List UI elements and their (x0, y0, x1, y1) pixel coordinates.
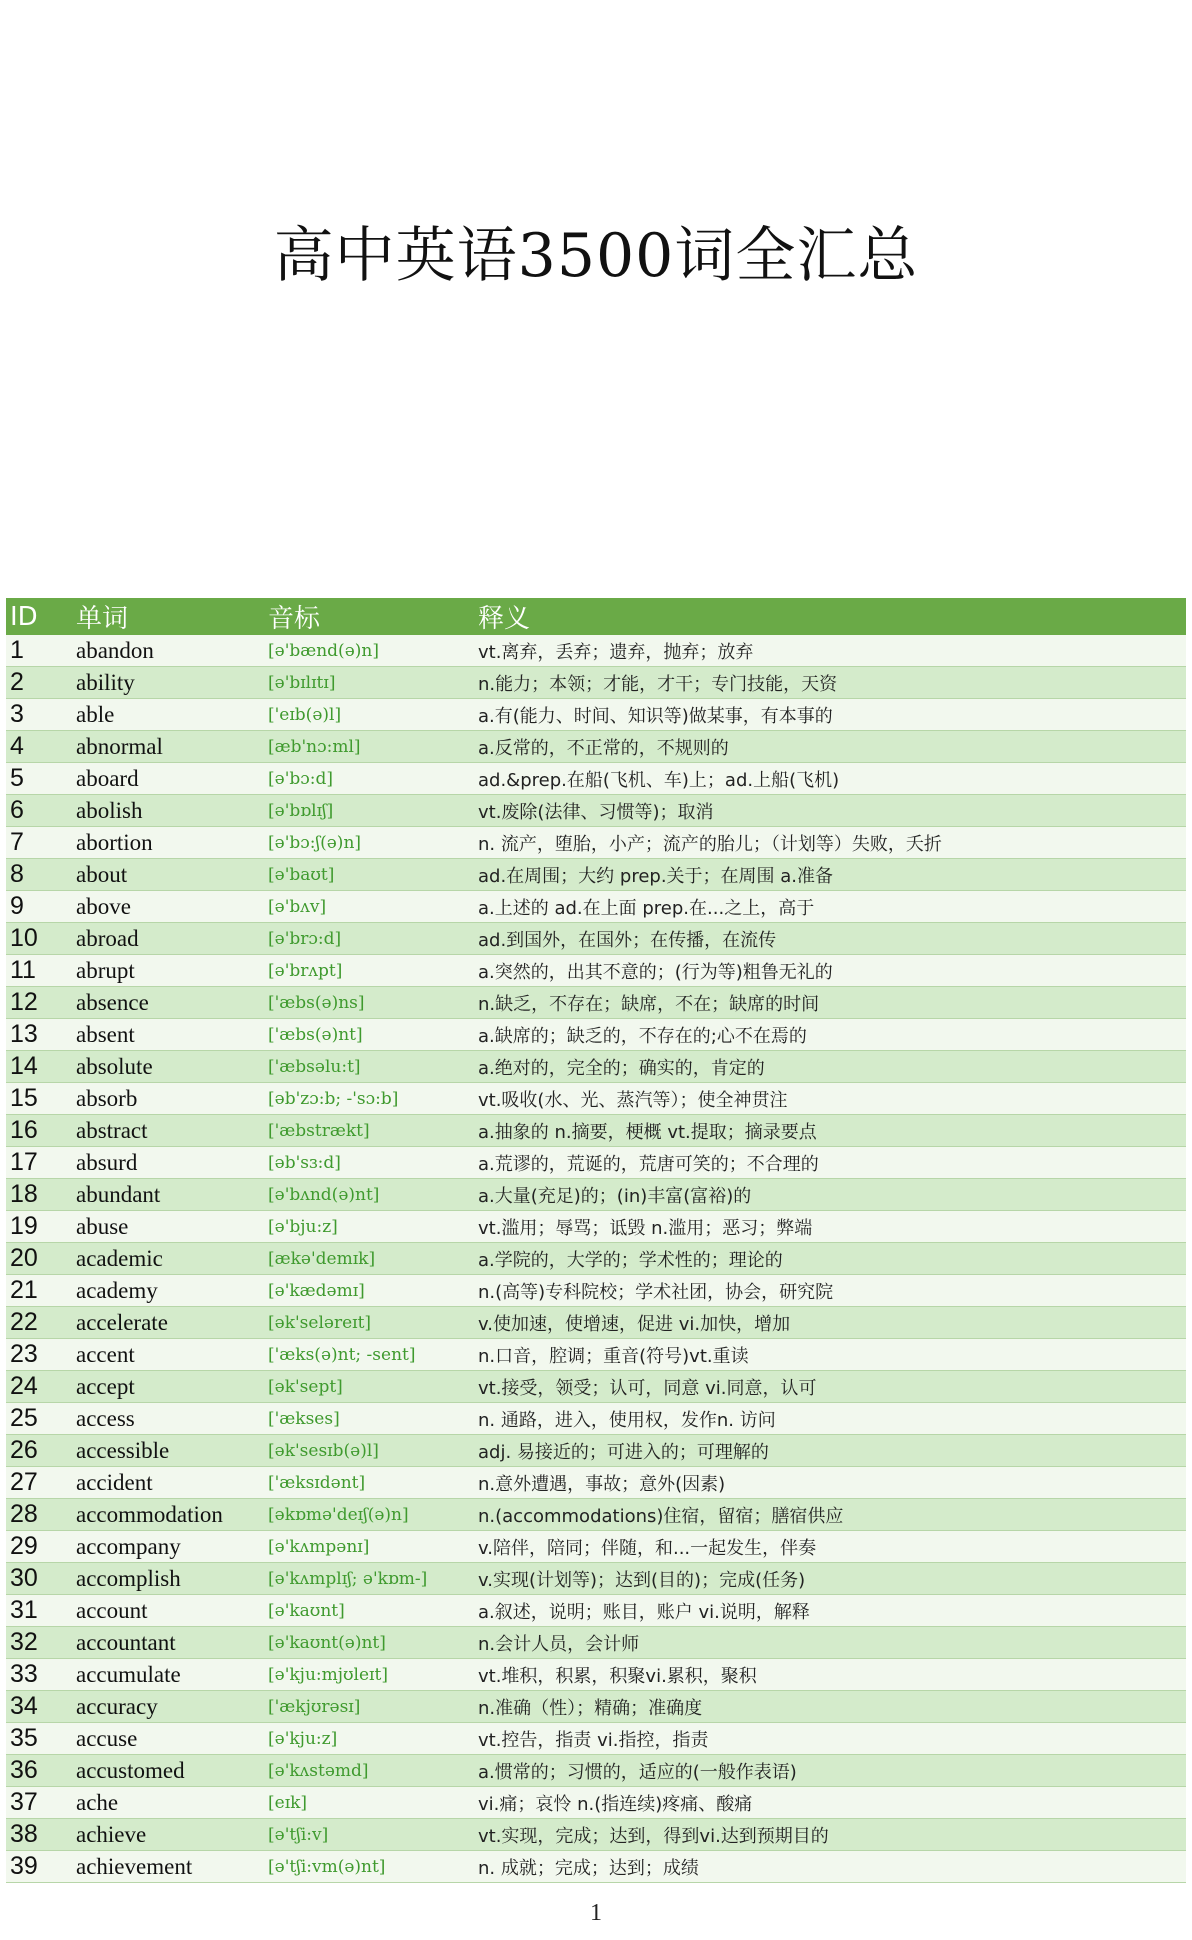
document-title: 高中英语3500词全汇总 (273, 221, 919, 291)
row-definition: a.叙述，说明；账目，账户 vi.说明，解释 (478, 1601, 810, 1623)
row-word: accelerate (76, 1309, 168, 1335)
row-phonetic: [ə'bɔ:d] (268, 768, 334, 789)
row-id: 11 (10, 956, 36, 984)
table-row (6, 1659, 1186, 1691)
row-phonetic: ['ækses] (268, 1408, 340, 1429)
row-word: abuse (76, 1213, 129, 1239)
row-definition: a.上述的 ad.在上面 prep.在...之上，高于 (478, 897, 815, 919)
row-phonetic: ['æbs(ə)nt] (268, 1024, 363, 1045)
row-definition: a.绝对的，完全的；确实的，肯定的 (478, 1057, 765, 1079)
row-word: about (76, 861, 128, 887)
row-word: abolish (76, 797, 143, 823)
table-row (6, 1147, 1186, 1179)
row-phonetic: [ə'baʊt] (268, 864, 335, 885)
row-definition: n.(高等)专科院校；学术社团，协会，研究院 (478, 1281, 834, 1303)
row-word: abundant (76, 1181, 161, 1207)
row-definition: vt.废除(法律、习惯等)；取消 (478, 801, 714, 823)
table-row (6, 1595, 1186, 1627)
row-definition: v.实现(计划等)；达到(目的)；完成(任务) (478, 1569, 806, 1591)
row-phonetic: [ə'kaʊnt] (268, 1600, 345, 1621)
table-row (6, 1851, 1186, 1883)
row-phonetic: ['ækjʊrəsɪ] (268, 1696, 361, 1717)
table-row (6, 859, 1186, 891)
row-word: academy (76, 1277, 158, 1303)
row-id: 5 (10, 764, 24, 792)
row-id: 32 (10, 1628, 38, 1656)
row-id: 37 (10, 1788, 38, 1816)
row-phonetic: [ə'brʌpt] (268, 960, 343, 981)
table-row (6, 1275, 1186, 1307)
row-id: 9 (10, 892, 24, 920)
row-id: 10 (10, 924, 38, 952)
row-id: 28 (10, 1500, 38, 1528)
row-phonetic: [ək'sesɪb(ə)l] (268, 1440, 379, 1461)
row-id: 19 (10, 1212, 38, 1240)
table-row (6, 1723, 1186, 1755)
row-definition: a.学院的，大学的；学术性的；理论的 (478, 1249, 783, 1271)
row-definition: vt.堆积，积累，积聚vi.累积，聚积 (478, 1665, 757, 1687)
row-id: 18 (10, 1180, 38, 1208)
row-definition: vi.痛；哀怜 n.(指连续)疼痛、酸痛 (478, 1793, 753, 1815)
table-row (6, 1051, 1186, 1083)
row-definition: a.突然的，出其不意的；(行为等)粗鲁无礼的 (478, 961, 833, 983)
row-phonetic: ['æks(ə)nt; -sent] (268, 1344, 416, 1365)
row-definition: ad.在周围；大约 prep.关于；在周围 a.准备 (478, 865, 834, 887)
row-word: achievement (76, 1853, 193, 1879)
table-row (6, 1627, 1186, 1659)
row-word: accompany (76, 1533, 181, 1559)
table-row (6, 731, 1186, 763)
row-phonetic: [ə'kju:z] (268, 1728, 338, 1749)
row-phonetic: [ə'tʃi:v] (268, 1824, 329, 1845)
row-phonetic: [əb'zɔ:b; -'sɔ:b] (268, 1088, 399, 1109)
table-header-row (6, 598, 1186, 635)
row-word: absorb (76, 1085, 138, 1111)
row-id: 24 (10, 1372, 38, 1400)
row-definition: vt.实现，完成；达到，得到vi.达到预期目的 (478, 1825, 829, 1847)
table-row (6, 891, 1186, 923)
row-word: absent (76, 1021, 135, 1047)
row-word: access (76, 1405, 135, 1431)
row-word: accustomed (76, 1757, 185, 1783)
row-definition: n.(accommodations)住宿，留宿；膳宿供应 (478, 1505, 844, 1527)
row-definition: n.会计人员，会计师 (478, 1633, 640, 1655)
table-row (6, 1499, 1186, 1531)
row-id: 29 (10, 1532, 38, 1560)
row-word: abnormal (76, 733, 163, 759)
row-phonetic: [əb'sɜ:d] (268, 1152, 341, 1173)
row-definition: vt.滥用；辱骂；诋毁 n.滥用；恶习；弊端 (478, 1217, 813, 1239)
row-definition: a.荒谬的，荒诞的，荒唐可笑的；不合理的 (478, 1153, 819, 1175)
row-phonetic: [ək'seləreɪt] (268, 1312, 372, 1333)
table-row (6, 1243, 1186, 1275)
table-row (6, 1691, 1186, 1723)
row-word: absence (76, 989, 149, 1015)
row-definition: a.抽象的 n.摘要，梗概 vt.提取；摘录要点 (478, 1121, 817, 1143)
row-definition: n. 成就；完成；达到；成绩 (478, 1857, 699, 1879)
row-phonetic: [eɪk] (268, 1792, 308, 1813)
row-id: 31 (10, 1596, 38, 1624)
row-word: abandon (76, 637, 154, 663)
row-id: 35 (10, 1724, 38, 1752)
row-definition: vt.离弃，丢弃；遗弃，抛弃；放弃 (478, 641, 754, 663)
row-id: 25 (10, 1404, 38, 1432)
table-row (6, 987, 1186, 1019)
row-id: 33 (10, 1660, 38, 1688)
row-definition: vt.控告，指责 vi.指控，指责 (478, 1729, 709, 1751)
row-id: 7 (10, 828, 24, 856)
table-row (6, 795, 1186, 827)
row-id: 27 (10, 1468, 38, 1496)
row-id: 30 (10, 1564, 38, 1592)
table-row (6, 1115, 1186, 1147)
row-word: abroad (76, 925, 139, 951)
row-definition: a.反常的，不正常的，不规则的 (478, 737, 729, 759)
row-word: absolute (76, 1053, 153, 1079)
table-row (6, 1083, 1186, 1115)
row-phonetic: [ə'bʌv] (268, 896, 327, 917)
row-word: abrupt (76, 957, 135, 983)
row-word: absurd (76, 1149, 138, 1175)
table-row (6, 763, 1186, 795)
row-definition: n.能力；本领；才能，才干；专门技能，天资 (478, 673, 838, 695)
row-id: 12 (10, 988, 38, 1016)
row-word: accent (76, 1341, 135, 1367)
row-definition: n.缺乏，不存在；缺席，不在；缺席的时间 (478, 993, 820, 1015)
row-phonetic: ['æbs(ə)ns] (268, 992, 365, 1013)
row-definition: a.惯常的；习惯的，适应的(一般作表语) (478, 1761, 797, 1783)
row-phonetic: [æb'nɔ:ml] (268, 736, 361, 757)
row-definition: vt.接受，领受；认可，同意 vi.同意，认可 (478, 1377, 817, 1399)
row-id: 6 (10, 796, 24, 824)
row-id: 17 (10, 1148, 38, 1176)
table-row (6, 1211, 1186, 1243)
table-row (6, 1339, 1186, 1371)
table-row (6, 1179, 1186, 1211)
row-word: abortion (76, 829, 153, 855)
row-definition: n.准确（性）；精确；准确度 (478, 1697, 703, 1719)
row-phonetic: [ə'kædəmɪ] (268, 1280, 365, 1301)
row-id: 22 (10, 1308, 38, 1336)
row-phonetic: [ə'kʌmpənɪ] (268, 1536, 370, 1557)
table-row (6, 1531, 1186, 1563)
header-id: ID (10, 601, 38, 632)
row-word: aboard (76, 765, 139, 791)
row-word: accountant (76, 1629, 176, 1655)
table-row (6, 1307, 1186, 1339)
table-row (6, 667, 1186, 699)
row-phonetic: [ækə'demɪk] (268, 1248, 376, 1269)
row-phonetic: ['æbstrækt] (268, 1120, 370, 1141)
page-number: 1 (590, 1900, 602, 1926)
table-row (6, 1787, 1186, 1819)
row-phonetic: [ə'bɒlɪʃ] (268, 800, 334, 821)
row-word: account (76, 1597, 148, 1623)
row-phonetic: ['æksɪdənt] (268, 1472, 366, 1493)
row-phonetic: [əkɒmə'deɪʃ(ə)n] (268, 1504, 409, 1525)
row-definition: ad.到国外，在国外；在传播，在流传 (478, 929, 777, 951)
row-id: 2 (10, 668, 24, 696)
row-definition: a.大量(充足)的；(in)丰富(富裕)的 (478, 1185, 752, 1207)
table-row (6, 923, 1186, 955)
row-word: ability (76, 669, 135, 695)
row-phonetic: [ə'bʌnd(ə)nt] (268, 1184, 380, 1205)
row-id: 1 (10, 636, 24, 664)
row-phonetic: [ə'kju:mjʊleɪt] (268, 1664, 388, 1685)
row-word: accommodation (76, 1501, 223, 1527)
table-row (6, 1019, 1186, 1051)
row-word: accumulate (76, 1661, 181, 1687)
row-definition: vt.吸收(水、光、蒸汽等）；使全神贯注 (478, 1089, 788, 1111)
row-phonetic: [ə'brɔ:d] (268, 928, 342, 949)
cropped-heading-fragment (128, 570, 218, 580)
row-definition: n. 通路，进入，使用权，发作n. 访问 (478, 1409, 776, 1431)
row-word: abstract (76, 1117, 148, 1143)
row-id: 8 (10, 860, 24, 888)
table-row (6, 699, 1186, 731)
row-definition: v.使加速，使增速，促进 vi.加快，增加 (478, 1313, 791, 1335)
row-phonetic: [ə'bænd(ə)n] (268, 640, 379, 661)
row-id: 3 (10, 700, 24, 728)
row-definition: a.缺席的；缺乏的，不存在的;心不在焉的 (478, 1025, 807, 1047)
row-phonetic: [ə'bɪlɪtɪ] (268, 672, 336, 693)
row-phonetic: ['eɪb(ə)l] (268, 704, 342, 725)
row-id: 38 (10, 1820, 38, 1848)
row-word: accident (76, 1469, 153, 1495)
row-definition: n.意外遭遇，事故；意外(因素) (478, 1473, 726, 1495)
table-row (6, 1467, 1186, 1499)
row-id: 26 (10, 1436, 38, 1464)
table-row (6, 1403, 1186, 1435)
row-id: 34 (10, 1692, 38, 1720)
row-word: achieve (76, 1821, 147, 1847)
row-phonetic: [ə'kʌmplɪʃ; ə'kɒm-] (268, 1568, 428, 1589)
row-word: able (76, 701, 115, 727)
row-id: 16 (10, 1116, 38, 1144)
table-row (6, 1819, 1186, 1851)
table-row (6, 635, 1186, 667)
row-word: accessible (76, 1437, 170, 1463)
header-phonetic: 音标 (268, 604, 321, 634)
table-row (6, 827, 1186, 859)
row-id: 15 (10, 1084, 38, 1112)
row-id: 14 (10, 1052, 38, 1080)
row-word: above (76, 893, 131, 919)
row-word: accept (76, 1373, 135, 1399)
row-phonetic: [ə'kʌstəmd] (268, 1760, 369, 1781)
row-definition: a.有(能力、时间、知识等)做某事，有本事的 (478, 705, 833, 727)
table-row (6, 1435, 1186, 1467)
row-word: accomplish (76, 1565, 181, 1591)
row-phonetic: [ək'sept] (268, 1376, 343, 1397)
row-phonetic: [ə'bɔ:ʃ(ə)n] (268, 832, 362, 853)
row-id: 20 (10, 1244, 38, 1272)
row-phonetic: [ə'bju:z] (268, 1216, 338, 1237)
row-word: accuse (76, 1725, 138, 1751)
row-word: ache (76, 1789, 119, 1815)
row-definition: v.陪伴，陪同；伴随，和...一起发生，伴奏 (478, 1537, 817, 1559)
row-word: accuracy (76, 1693, 158, 1719)
row-definition: n.口音，腔调；重音(符号)vt.重读 (478, 1345, 749, 1367)
table-row (6, 955, 1186, 987)
header-word: 单词 (76, 604, 129, 634)
row-id: 36 (10, 1756, 38, 1784)
table-row (6, 1755, 1186, 1787)
row-id: 4 (10, 732, 24, 760)
row-id: 13 (10, 1020, 38, 1048)
row-id: 23 (10, 1340, 38, 1368)
row-phonetic: [ə'kaʊnt(ə)nt] (268, 1632, 386, 1653)
row-word: academic (76, 1245, 163, 1271)
table-row (6, 1371, 1186, 1403)
row-definition: ad.&prep.在船(飞机、车)上；ad.上船(飞机) (478, 769, 840, 791)
table-row (6, 1563, 1186, 1595)
vocabulary-table (6, 598, 1186, 1883)
row-definition: adj. 易接近的；可进入的；可理解的 (478, 1441, 769, 1463)
row-definition: n. 流产，堕胎，小产；流产的胎儿；（计划等）失败，夭折 (478, 833, 942, 855)
row-id: 39 (10, 1852, 38, 1880)
row-id: 21 (10, 1276, 38, 1304)
header-definition: 释义 (478, 604, 531, 634)
row-phonetic: ['æbsəlu:t] (268, 1056, 361, 1077)
row-phonetic: [ə'tʃi:vm(ə)nt] (268, 1856, 386, 1877)
